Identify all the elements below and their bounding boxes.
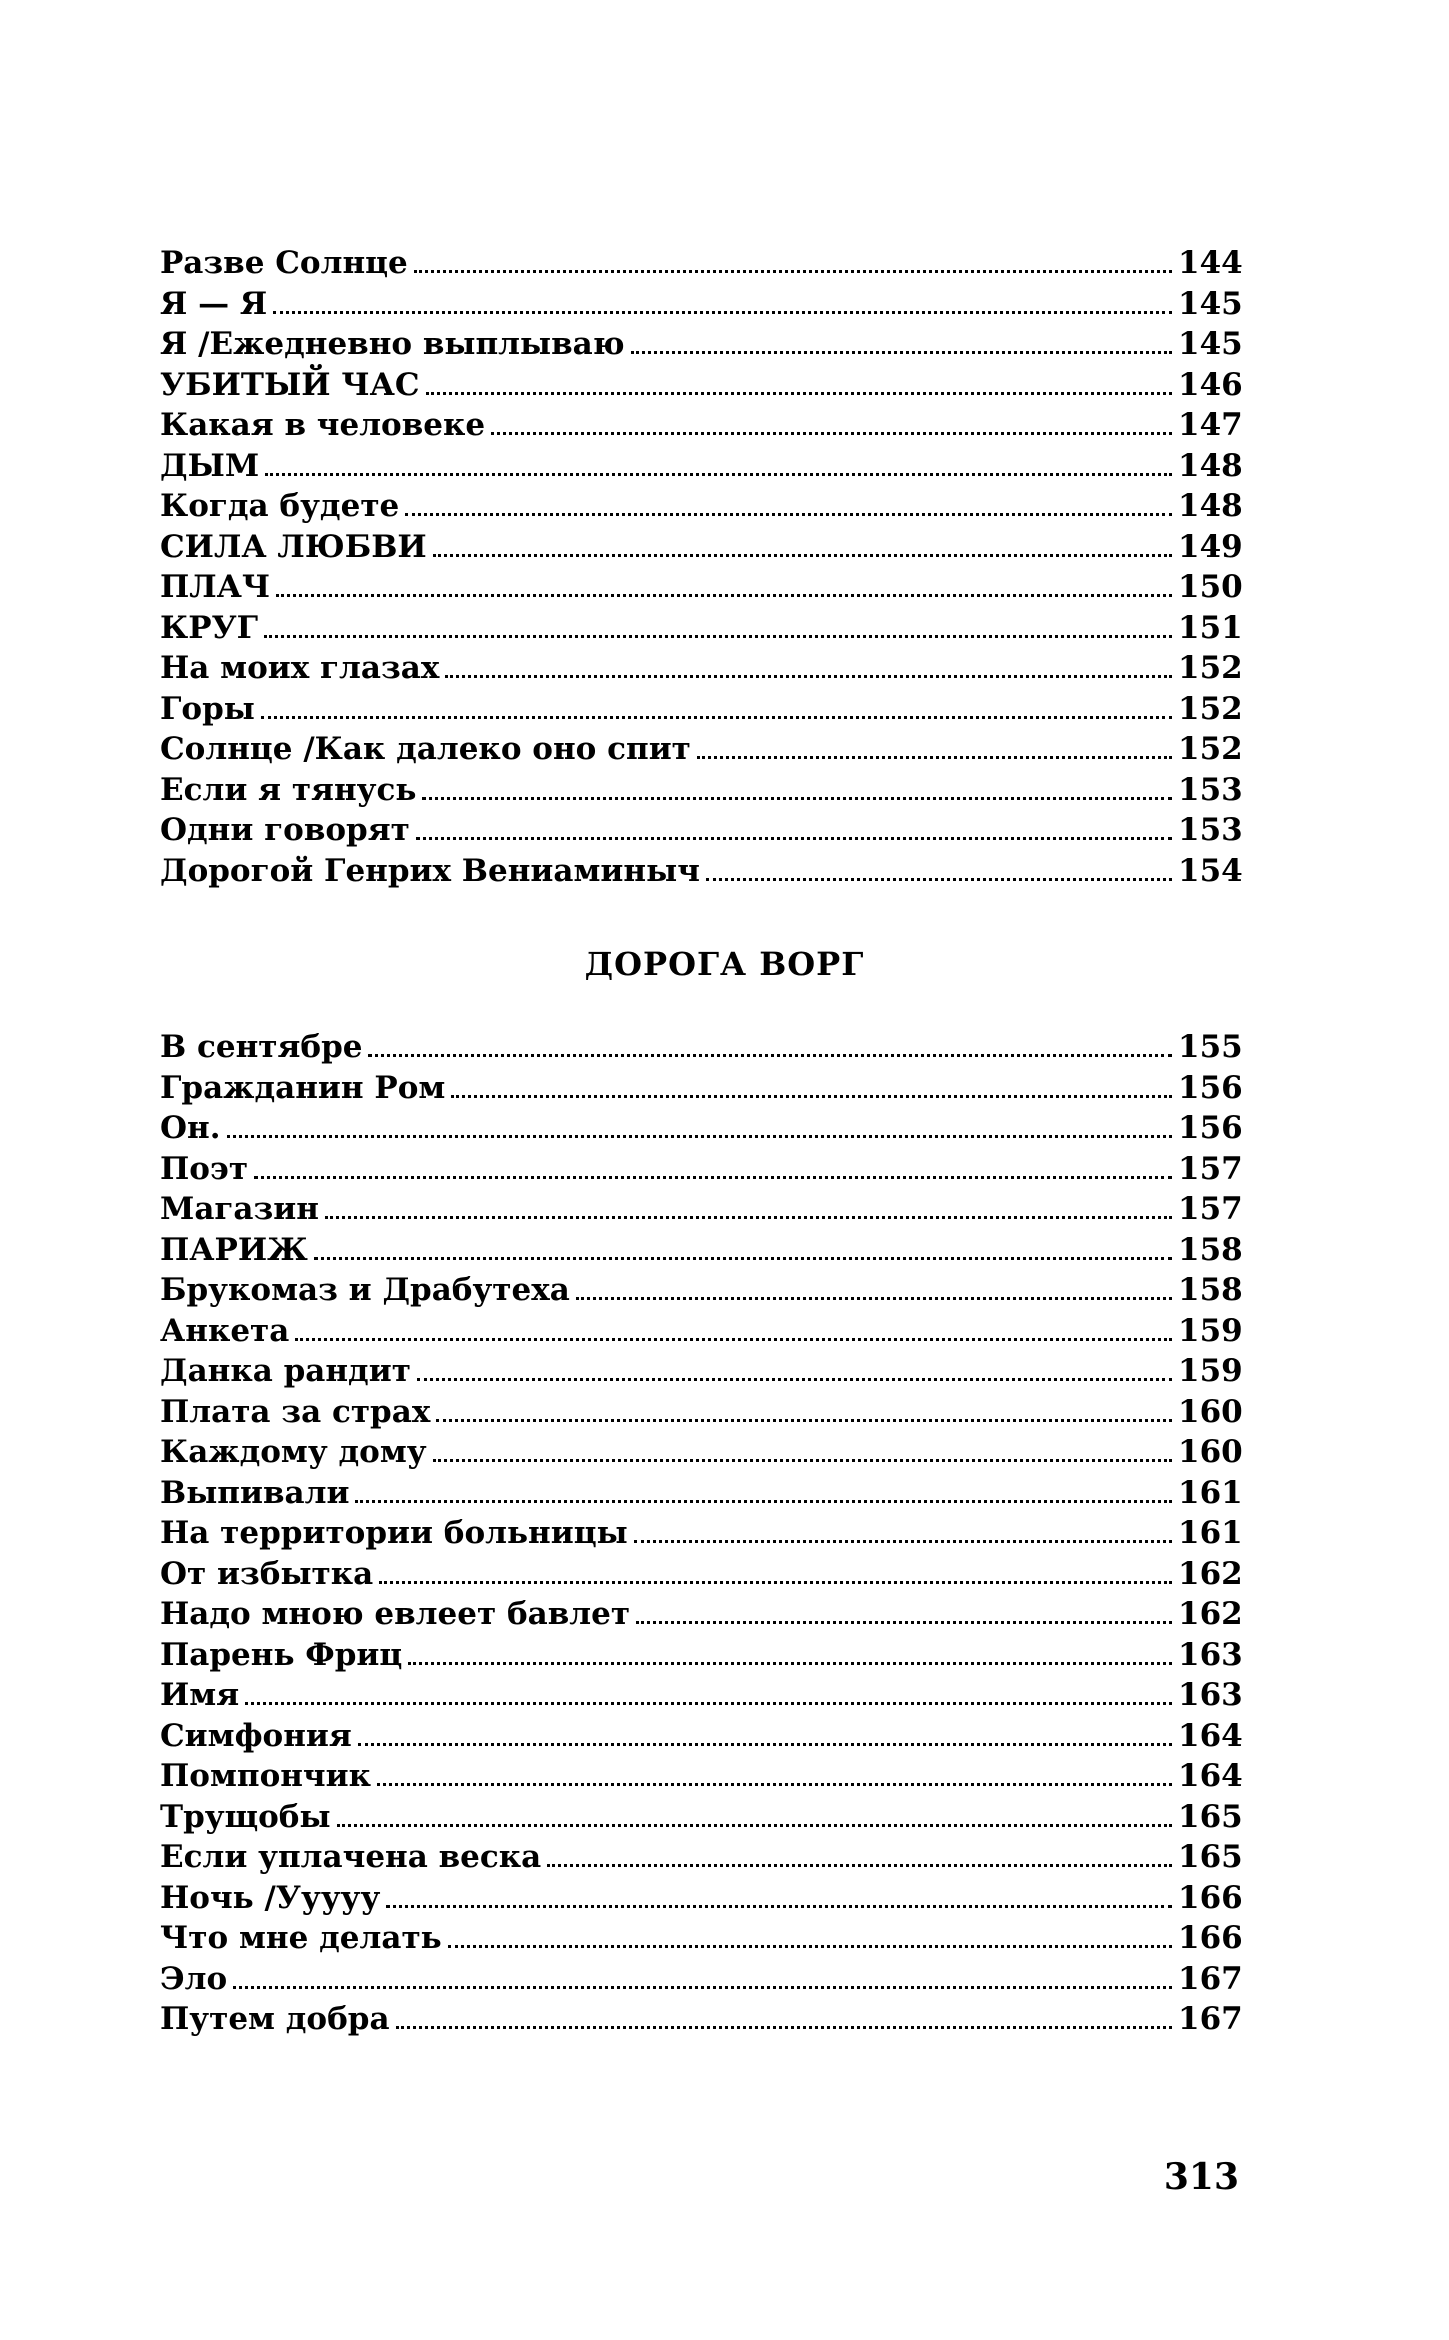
- toc-entry-title: Если уплачена веска: [160, 1839, 542, 1875]
- toc-entry-page: 163: [1178, 1636, 1243, 1673]
- dot-leader: [416, 837, 1172, 840]
- toc-entry-page: 158: [1178, 1272, 1243, 1308]
- dot-leader: [245, 1702, 1172, 1705]
- toc-entry-page: 161: [1178, 1474, 1243, 1511]
- toc-entry: [160, 1513, 1243, 1554]
- toc-entry-title: Магазин: [160, 1191, 319, 1227]
- toc-entry-title: Поэт: [160, 1150, 249, 1187]
- toc-entry-page: 165: [1178, 1798, 1243, 1835]
- toc-entry: [160, 770, 1243, 811]
- dot-leader: [547, 1864, 1172, 1867]
- toc-entry-page: 159: [1178, 1353, 1243, 1389]
- toc-entry-page: 148: [1178, 447, 1243, 484]
- toc-entry-page: 162: [1178, 1555, 1243, 1592]
- toc-entry: [160, 689, 1243, 730]
- toc-list-doroga-vorg: [160, 1027, 1243, 2040]
- toc-entry: [160, 1797, 1243, 1838]
- dot-leader: [233, 1986, 1172, 1989]
- toc-entry-page: 164: [1178, 1717, 1243, 1754]
- toc-entry-page: 158: [1178, 1231, 1243, 1268]
- toc-entry: [160, 1999, 1243, 2040]
- dot-leader: [414, 270, 1172, 273]
- toc-entry: [160, 1756, 1243, 1797]
- toc-entry-title: Когда будете: [160, 488, 400, 524]
- toc-entry-page: 148: [1178, 488, 1243, 524]
- toc-entry-title: От избытка: [160, 1555, 374, 1592]
- dot-leader: [276, 594, 1172, 597]
- toc-entry-title: Я /Ежедневно выплываю: [160, 326, 625, 362]
- dot-leader: [396, 2026, 1172, 2029]
- dot-leader: [273, 311, 1172, 314]
- toc-entry: [160, 486, 1243, 527]
- toc-entry: [160, 1837, 1243, 1878]
- toc-entry-page: 166: [1178, 1920, 1243, 1956]
- toc-entry-title: Гражданин Ром: [160, 1069, 446, 1106]
- toc-entry-title: ПАРИЖ: [160, 1231, 308, 1268]
- dot-leader: [295, 1338, 1172, 1341]
- page-number: 313: [1163, 2156, 1239, 2198]
- dot-leader: [451, 1095, 1172, 1098]
- dot-leader: [636, 1621, 1172, 1624]
- toc-entry: [160, 1027, 1243, 1068]
- toc-entry-title: Солнце /Как далеко оно спит: [160, 731, 691, 767]
- toc-entry-page: 151: [1178, 609, 1243, 646]
- toc-entry-title: ПЛАЧ: [160, 569, 271, 605]
- dot-leader: [265, 473, 1172, 476]
- toc-entry-page: 149: [1178, 528, 1243, 565]
- toc-entry-title: Эло: [160, 1960, 228, 1997]
- toc-entry-page: 156: [1178, 1110, 1243, 1146]
- toc-entry-title: Плата за страх: [160, 1393, 431, 1430]
- toc-entry-page: 144: [1178, 245, 1243, 281]
- toc-entry-title: Симфония: [160, 1717, 352, 1754]
- toc-entry-page: 155: [1178, 1029, 1243, 1065]
- dot-leader: [697, 756, 1172, 759]
- toc-entry: [160, 1554, 1243, 1595]
- toc-entry: [160, 365, 1243, 406]
- toc-list-continued: [160, 243, 1243, 891]
- dot-leader: [426, 392, 1172, 395]
- dot-leader: [433, 1459, 1172, 1462]
- toc-entry-page: 153: [1178, 771, 1243, 808]
- dot-leader: [448, 1945, 1172, 1948]
- toc-entry-title: Горы: [160, 690, 255, 727]
- toc-entry-title: Путем добра: [160, 2001, 390, 2037]
- toc-entry: [160, 1311, 1243, 1352]
- dot-leader: [433, 554, 1172, 557]
- dot-leader: [261, 716, 1172, 719]
- toc-entry-page: 166: [1178, 1879, 1243, 1916]
- toc-entry-title: КРУГ: [160, 609, 259, 646]
- dot-leader: [377, 1783, 1172, 1786]
- toc-entry-title: Одни говорят: [160, 812, 410, 848]
- toc-entry-page: 157: [1178, 1150, 1243, 1187]
- dot-leader: [254, 1176, 1172, 1179]
- toc-entry: [160, 810, 1243, 851]
- toc-entry: [160, 1675, 1243, 1716]
- toc-entry: [160, 729, 1243, 770]
- toc-entry-page: 161: [1178, 1515, 1243, 1551]
- toc-entry: [160, 1635, 1243, 1676]
- toc-entry-title: ДЫМ: [160, 447, 260, 484]
- dot-leader: [631, 351, 1172, 354]
- dot-leader: [408, 1662, 1172, 1665]
- toc-entry: [160, 1959, 1243, 2000]
- toc-entry-title: Выпивали: [160, 1474, 350, 1511]
- toc-entry-page: 152: [1178, 731, 1243, 767]
- toc-entry: [160, 284, 1243, 325]
- toc-entry: [160, 1716, 1243, 1757]
- dot-leader: [436, 1419, 1172, 1422]
- toc-entry: [160, 1108, 1243, 1149]
- toc-entry-title: Трущобы: [160, 1798, 331, 1835]
- toc-entry-title: Каждому дому: [160, 1434, 427, 1470]
- dot-leader: [634, 1540, 1172, 1543]
- toc-entry-title: Если я тянусь: [160, 771, 417, 808]
- dot-leader: [227, 1135, 1173, 1138]
- toc-entry: [160, 446, 1243, 487]
- toc-entry: [160, 1392, 1243, 1433]
- dot-leader: [422, 797, 1172, 800]
- toc-entry-title: Я — Я: [160, 285, 268, 322]
- toc-entry: [160, 405, 1243, 446]
- toc-entry-title: Разве Солнце: [160, 245, 408, 281]
- toc-entry-title: Что мне делать: [160, 1920, 442, 1956]
- toc-entry-page: 152: [1178, 650, 1243, 686]
- toc-entry-page: 160: [1178, 1393, 1243, 1430]
- toc-entry-title: Брукомаз и Драбутеха: [160, 1272, 570, 1308]
- toc-entry-title: Данка рандит: [160, 1353, 411, 1389]
- toc-entry-title: Ночь /Ууууу: [160, 1879, 381, 1916]
- toc-entry: [160, 1878, 1243, 1919]
- toc-entry-title: Парень Фриц: [160, 1636, 403, 1673]
- toc-entry-page: 164: [1178, 1758, 1243, 1794]
- section-heading: ДОРОГА ВОРГ: [584, 945, 865, 983]
- dot-leader: [706, 878, 1172, 881]
- toc-entry-title: На моих глазах: [160, 650, 440, 686]
- toc-entry: [160, 1473, 1243, 1514]
- toc-entry-page: 159: [1178, 1312, 1243, 1349]
- dot-leader: [386, 1905, 1172, 1908]
- toc-entry: [160, 851, 1243, 892]
- toc-entry: [160, 1432, 1243, 1473]
- dot-leader: [337, 1824, 1172, 1827]
- toc-entry: [160, 1068, 1243, 1109]
- toc-entry: [160, 243, 1243, 284]
- toc-entry-title: Имя: [160, 1677, 240, 1713]
- toc-entry-title: Анкета: [160, 1312, 290, 1349]
- toc-entry: [160, 1918, 1243, 1959]
- toc-entry-title: Надо мною евлеет бавлет: [160, 1596, 631, 1632]
- toc-entry-page: 167: [1178, 2001, 1243, 2037]
- dot-leader: [368, 1054, 1172, 1057]
- toc-entry-page: 162: [1178, 1596, 1243, 1632]
- toc-entry-page: 145: [1178, 326, 1243, 362]
- toc-entry-title: На территории больницы: [160, 1515, 628, 1551]
- toc-entry-page: 152: [1178, 690, 1243, 727]
- dot-leader: [379, 1581, 1172, 1584]
- dot-leader: [325, 1216, 1172, 1219]
- toc-entry-title: Дорогой Генрих Вениаминыч: [160, 852, 700, 889]
- toc-entry: [160, 1594, 1243, 1635]
- dot-leader: [264, 635, 1172, 638]
- dot-leader: [576, 1297, 1172, 1300]
- toc-entry: [160, 1149, 1243, 1190]
- toc-entry-title: Он.: [160, 1110, 221, 1146]
- toc-entry-page: 156: [1178, 1069, 1243, 1106]
- toc-entry: [160, 1270, 1243, 1311]
- toc-entry: [160, 567, 1243, 608]
- toc-entry-page: 157: [1178, 1191, 1243, 1227]
- toc-entry-page: 153: [1178, 812, 1243, 848]
- toc-entry-page: 163: [1178, 1677, 1243, 1713]
- dot-leader: [358, 1743, 1172, 1746]
- toc-entry: [160, 527, 1243, 568]
- toc-entry-title: В сентябре: [160, 1029, 363, 1065]
- dot-leader: [355, 1500, 1172, 1503]
- dot-leader: [491, 432, 1172, 435]
- dot-leader: [417, 1378, 1172, 1381]
- toc-entry-title: СИЛА ЛЮБВИ: [160, 528, 427, 565]
- toc-entry-page: 150: [1178, 569, 1243, 605]
- toc-entry-title: УБИТЫЙ ЧАС: [160, 366, 420, 403]
- toc-entry-page: 160: [1178, 1434, 1243, 1470]
- toc-entry-title: Какая в человеке: [160, 407, 486, 443]
- dot-leader: [445, 675, 1172, 678]
- toc-entry-title: Помпончик: [160, 1758, 372, 1794]
- toc-entry: [160, 648, 1243, 689]
- toc-entry-page: 154: [1178, 852, 1243, 889]
- toc-entry-page: 167: [1178, 1960, 1243, 1997]
- toc-entry-page: 165: [1178, 1839, 1243, 1875]
- toc-entry-page: 147: [1178, 407, 1243, 443]
- toc-entry: [160, 1351, 1243, 1392]
- toc-entry: [160, 324, 1243, 365]
- toc-entry-page: 145: [1178, 285, 1243, 322]
- dot-leader: [314, 1257, 1172, 1260]
- dot-leader: [405, 513, 1172, 516]
- toc-entry: [160, 1189, 1243, 1230]
- toc-entry: [160, 608, 1243, 649]
- toc-entry-page: 146: [1178, 366, 1243, 403]
- toc-entry: [160, 1230, 1243, 1271]
